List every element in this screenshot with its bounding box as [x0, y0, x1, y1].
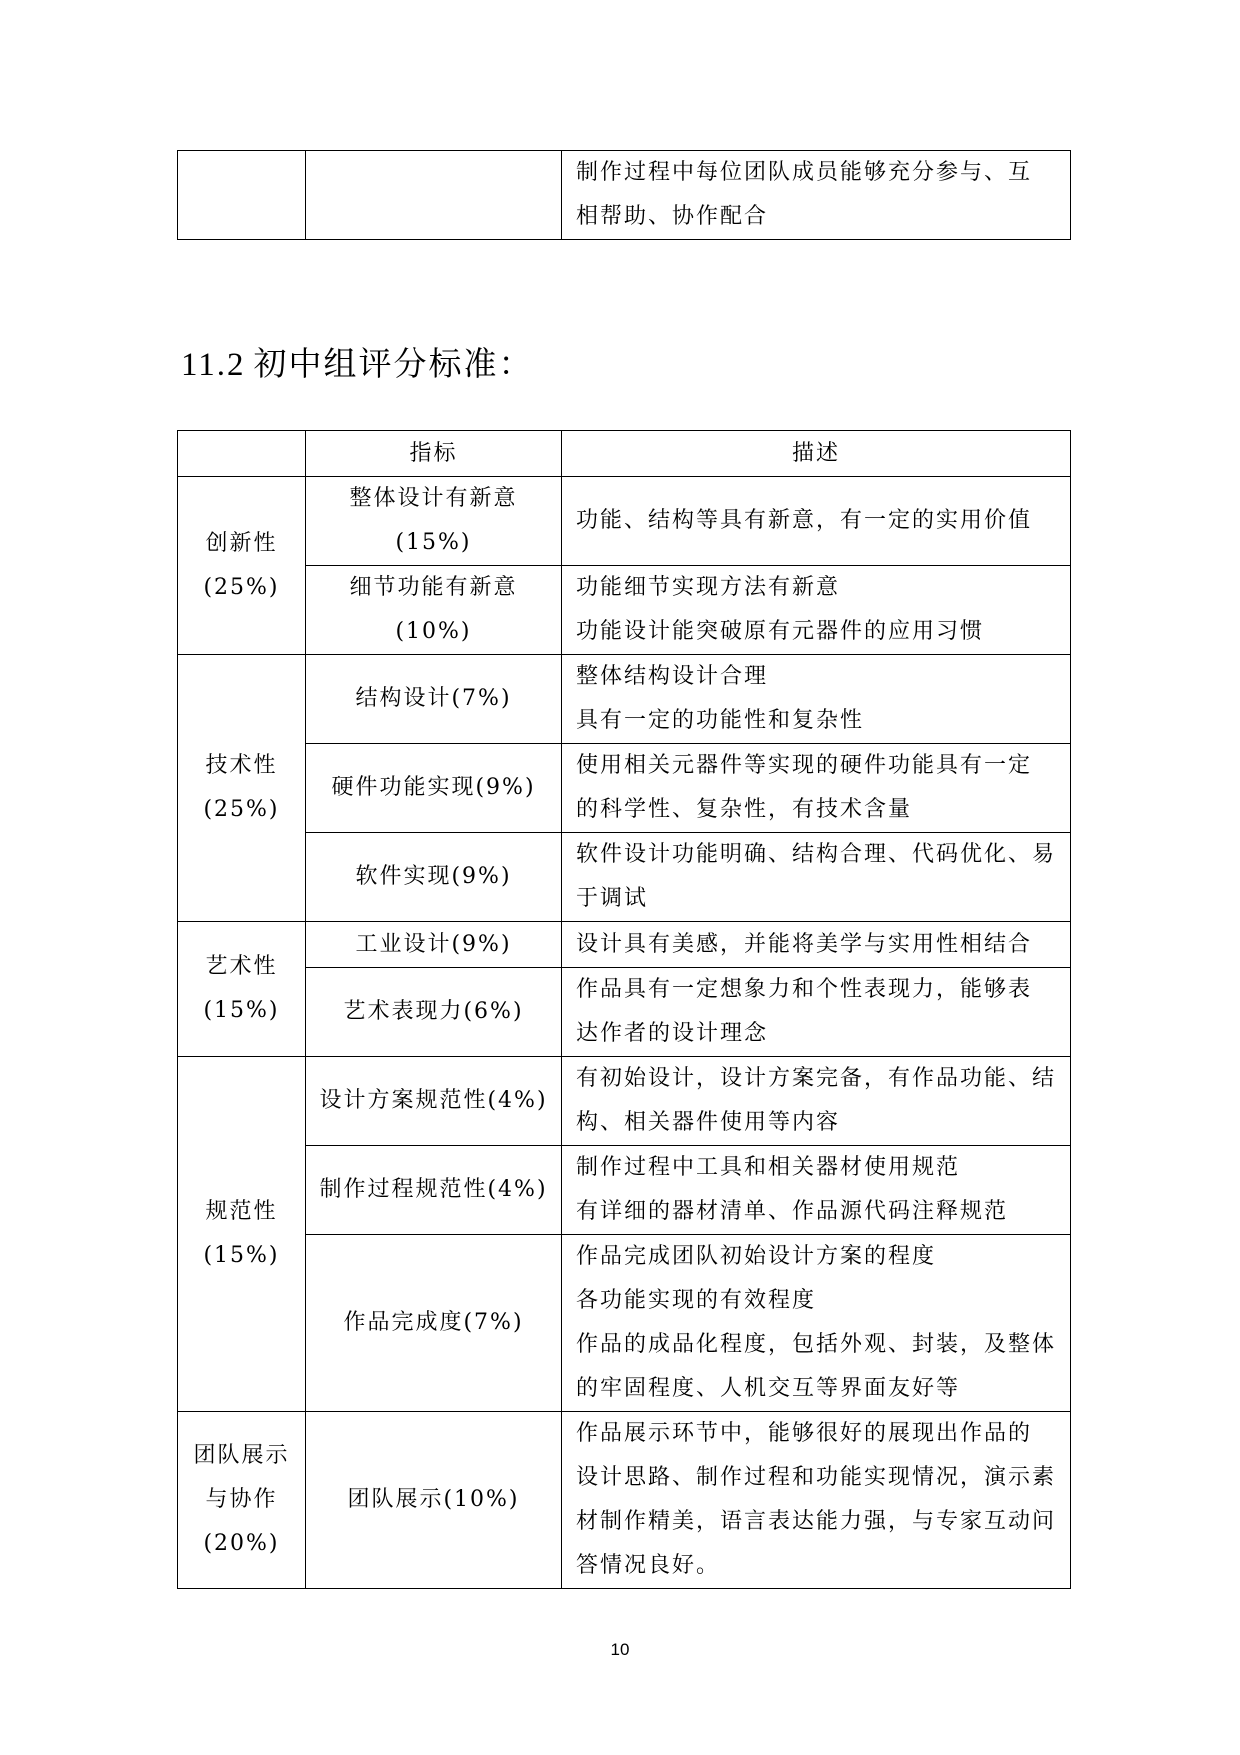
- description-cell: 作品具有一定想象力和个性表现力，能够表 达作者的设计理念: [562, 968, 1071, 1057]
- header-description: 描述: [562, 431, 1071, 477]
- table-row: [178, 655, 1071, 744]
- category-cell: 团队展示 与协作 (20%): [178, 1412, 306, 1589]
- table-row: [178, 1412, 1071, 1589]
- header-row: [178, 431, 1071, 477]
- header-empty-cell: [178, 431, 306, 477]
- description-cell: 设计具有美感，并能将美学与实用性相结合: [562, 922, 1071, 968]
- table-row: [178, 566, 1071, 655]
- table-row: [178, 744, 1071, 833]
- section-number: 11.2: [181, 347, 246, 383]
- indicator-cell: 软件实现(9%): [306, 833, 562, 922]
- empty-cell: [178, 151, 306, 240]
- top-table: [177, 150, 1071, 240]
- section-title: 初中组评分标准：: [253, 344, 534, 383]
- indicator-cell: 细节功能有新意 (10%): [306, 566, 562, 655]
- table-row: [178, 1057, 1071, 1146]
- scoring-table: [177, 430, 1071, 1589]
- indicator-cell: 作品完成度(7%): [306, 1235, 562, 1412]
- description-cell: 作品展示环节中，能够很好的展现出作品的 设计思路、制作过程和功能实现情况，演示素 材制作精美，语言表达能力强，与专家互动问 答情况良好。: [562, 1412, 1071, 1589]
- description-cell: 有初始设计，设计方案完备，有作品功能、结 构、相关器件使用等内容: [562, 1057, 1071, 1146]
- indicator-cell: 结构设计(7%): [306, 655, 562, 744]
- header-indicator: 指标: [306, 431, 562, 477]
- description-cell: 软件设计功能明确、结构合理、代码优化、易 于调试: [562, 833, 1071, 922]
- section-heading: [181, 338, 534, 385]
- table-row: [178, 477, 1071, 566]
- description-cell: 作品完成团队初始设计方案的程度 各功能实现的有效程度 作品的成品化程度，包括外观、封装，及整体 的牢固程度、人机交互等界面友好等: [562, 1235, 1071, 1412]
- page-number: 10: [610, 1640, 630, 1659]
- indicator-cell: 硬件功能实现(9%): [306, 744, 562, 833]
- indicator-cell: 艺术表现力(6%): [306, 968, 562, 1057]
- indicator-cell: 制作过程规范性(4%): [306, 1146, 562, 1235]
- description-cell: 制作过程中工具和相关器材使用规范 有详细的器材清单、作品源代码注释规范: [562, 1146, 1071, 1235]
- category-cell: 技术性 (25%): [178, 655, 306, 922]
- table-row: [178, 1146, 1071, 1235]
- empty-cell: [306, 151, 562, 240]
- indicator-cell: 整体设计有新意 (15%): [306, 477, 562, 566]
- indicator-cell: 工业设计(9%): [306, 922, 562, 968]
- category-cell: 艺术性 (15%): [178, 922, 306, 1057]
- description-cell: 使用相关元器件等实现的硬件功能具有一定 的科学性、复杂性，有技术含量: [562, 744, 1071, 833]
- category-cell: 规范性 (15%): [178, 1057, 306, 1412]
- table-row: [178, 833, 1071, 922]
- description-cell: 整体结构设计合理 具有一定的功能性和复杂性: [562, 655, 1071, 744]
- description-cell: 功能细节实现方法有新意 功能设计能突破原有元器件的应用习惯: [562, 566, 1071, 655]
- description-cell: 制作过程中每位团队成员能够充分参与、互 相帮助、协作配合: [562, 151, 1071, 240]
- table-row: [178, 1235, 1071, 1412]
- description-cell: 功能、结构等具有新意，有一定的实用价值: [562, 477, 1071, 566]
- indicator-cell: 团队展示(10%): [306, 1412, 562, 1589]
- table-row: [178, 922, 1071, 968]
- category-cell: 创新性 (25%): [178, 477, 306, 655]
- table-row: [178, 968, 1071, 1057]
- indicator-cell: 设计方案规范性(4%): [306, 1057, 562, 1146]
